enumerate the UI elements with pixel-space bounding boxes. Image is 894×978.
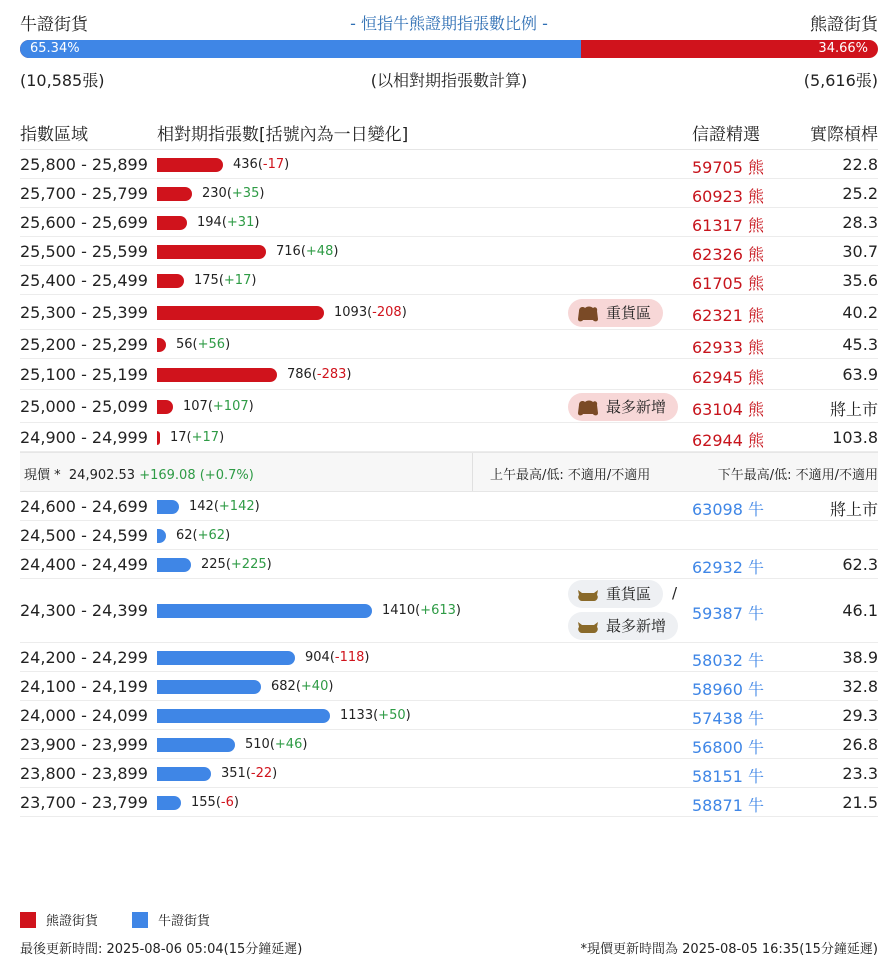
table-row [20,179,878,208]
table-row [20,730,878,759]
badge-label: 重貨區 [606,585,652,603]
paren-close: ) [364,650,370,665]
spot-price-bar [20,452,878,492]
table-row [20,208,878,237]
paren-open: ( [373,708,379,723]
daily-change: -6 [220,795,234,810]
daily-change: +17 [191,430,220,445]
warrant-code-link[interactable]: 60923 熊 [692,187,764,206]
count-value: 716 [276,244,301,259]
ratio-header [20,10,878,34]
paren-open: ( [213,499,219,514]
index-range: 24,000 - 24,099 [20,706,148,725]
spot-label: 現價 * [24,468,61,483]
daily-change: +50 [378,708,406,723]
paren-close: ) [405,708,411,723]
count-value: 786 [287,367,312,382]
warrant-code-link[interactable]: 61705 熊 [692,274,764,293]
bull-contracts-bar [157,680,261,694]
paren-open: ( [186,430,192,445]
bull-percent: 65.34% [30,41,80,56]
daily-change: -208 [372,305,402,320]
index-range: 25,400 - 25,499 [20,271,148,290]
warrant-code-link[interactable]: 56800 牛 [692,738,764,757]
paren-close: ) [284,157,290,172]
index-range: 24,300 - 24,399 [20,601,148,620]
actual-leverage: 將上市 [829,400,878,419]
bull-contracts-bar [157,529,166,543]
count-value: 510 [245,737,270,752]
bull-icon [576,585,600,603]
contracts-count [382,603,461,618]
contracts-count [201,557,272,572]
count-value: 142 [189,499,214,514]
paren-open: ( [192,337,198,352]
actual-leverage: 46.1 [842,601,878,620]
col-pick: 信證精選 [692,125,760,145]
actual-leverage: 103.8 [832,428,878,447]
count-value: 62 [176,528,193,543]
count-value: 436 [233,157,258,172]
warrant-code-link[interactable]: 59705 熊 [692,158,764,177]
bull-contracts-bar [157,651,295,665]
paren-close: ) [259,186,265,201]
legend-bull-label: 牛證街貨 [158,914,211,929]
bear-icon [576,398,600,416]
table-row [20,788,878,817]
bull-ratio-fill [20,40,581,58]
bear-outstanding-label: 熊證街貨 [810,15,878,35]
paren-open: ( [215,795,221,810]
contracts-count [197,215,259,230]
paren-close: ) [254,499,260,514]
legend-bear [20,910,98,929]
index-range: 24,900 - 24,999 [20,428,148,447]
contracts-count [202,186,264,201]
actual-leverage: 38.9 [842,648,878,667]
contracts-count [176,337,230,352]
bear-contracts-bar [157,187,192,201]
count-value: 17 [170,430,187,445]
table-row [20,359,878,390]
contracts-count [221,766,277,781]
daily-change: +46 [274,737,303,752]
actual-leverage: 22.8 [842,155,878,174]
spot-price [24,464,254,483]
table-row [20,701,878,730]
bull-bear-ratio-bar [20,40,878,58]
actual-leverage: 63.9 [842,365,878,384]
index-range: 23,900 - 23,999 [20,735,148,754]
daily-change: -17 [262,157,285,172]
bear-contracts-bar [157,306,324,320]
legend-bear-label: 熊證街貨 [46,914,99,929]
legend-bear-swatch [20,912,36,928]
contracts-count [287,367,352,382]
contracts-count [271,679,333,694]
contracts-count [340,708,411,723]
legend-bull-swatch [132,912,148,928]
paren-open: ( [218,273,224,288]
index-range: 23,800 - 23,899 [20,764,148,783]
spot-value: 24,902.53 [68,468,136,483]
index-range: 23,700 - 23,799 [20,793,148,812]
bear-contracts-bar [157,400,173,414]
actual-leverage: 32.8 [842,677,878,696]
daily-change: +31 [226,215,255,230]
daily-change: +48 [305,244,334,259]
warrant-code-link[interactable]: 61317 熊 [692,216,764,235]
count-value: 351 [221,766,246,781]
contracts-count [170,430,224,445]
bear-contracts-bar [157,245,266,259]
table-row [20,579,878,643]
paren-close: ) [254,215,260,230]
index-range: 24,200 - 24,299 [20,648,148,667]
table-row [20,643,878,672]
actual-leverage: 40.2 [842,303,878,322]
index-range: 24,600 - 24,699 [20,497,148,516]
index-range: 25,100 - 25,199 [20,365,148,384]
paren-close: ) [333,244,339,259]
actual-leverage: 30.7 [842,242,878,261]
badge-label: 最多新增 [606,398,667,416]
contracts-count [194,273,256,288]
index-range: 24,400 - 24,499 [20,555,148,574]
bull-count: (10,585張) [20,71,105,90]
table-row [20,423,878,452]
am-high-low: 上午最高/低: 不適用/不適用 [490,468,651,483]
warrant-code-link[interactable]: 57438 牛 [692,709,764,728]
bear-contracts-bar [157,216,187,230]
warrant-code-link[interactable]: 63104 熊 [692,400,764,419]
index-range: 25,300 - 25,399 [20,303,148,322]
actual-leverage: 29.3 [842,706,878,725]
paren-open: ( [226,186,232,201]
daily-change: +17 [223,273,252,288]
table-row [20,330,878,359]
daily-change: -118 [334,650,365,665]
contracts-count [183,399,254,414]
count-value: 1133 [340,708,374,723]
bear-contracts-bar [157,158,223,172]
contracts-count [191,795,239,810]
warrant-code-link[interactable]: 62932 牛 [692,558,764,577]
paren-close: ) [328,679,334,694]
table-row [20,492,878,521]
paren-open: ( [221,215,227,230]
index-range: 24,100 - 24,199 [20,677,148,696]
count-value: 904 [305,650,330,665]
daily-change: +40 [300,679,329,694]
bull-contracts-bar [157,767,211,781]
spot-change: +169.08 (+0.7%) [139,468,254,483]
table-row [20,672,878,701]
count-value: 107 [183,399,208,414]
paren-close: ) [219,430,225,445]
badge-separator: / [672,584,678,602]
paren-open: ( [311,367,317,382]
table-header [20,116,878,150]
daily-change: -283 [316,367,347,382]
actual-leverage: 45.3 [842,335,878,354]
contracts-count [233,157,289,172]
actual-leverage: 28.3 [842,213,878,232]
contracts-count [245,737,307,752]
table-row [20,550,878,579]
warrant-code-link[interactable]: 58871 牛 [692,796,764,815]
contracts-count [305,650,370,665]
paren-close: ) [346,367,352,382]
daily-change: +613 [420,603,456,618]
index-range: 25,800 - 25,899 [20,155,148,174]
count-value: 56 [176,337,193,352]
warrant-code-link[interactable]: 62944 熊 [692,431,764,450]
page-title: - 恒指牛熊證期指張數比例 - [350,14,548,33]
actual-leverage: 21.5 [842,793,878,812]
col-range: 指數區域 [20,125,88,145]
daily-change: -22 [250,766,273,781]
count-value: 155 [191,795,216,810]
paren-open: ( [257,157,263,172]
count-value: 175 [194,273,219,288]
table-row [20,390,878,423]
warrant-code-link[interactable]: 62326 熊 [692,245,764,264]
count-value: 682 [271,679,296,694]
badge-label: 最多新增 [606,617,667,635]
bear-contracts-bar [157,368,277,382]
bear-contracts-bar [157,274,184,288]
table-row [20,266,878,295]
paren-close: ) [455,603,461,618]
table-row [20,237,878,266]
contracts-count [176,528,230,543]
warrant-code-link[interactable]: 59387 牛 [692,604,764,623]
bear-contracts-bar [157,431,160,445]
actual-leverage: 35.6 [842,271,878,290]
actual-leverage: 將上市 [829,500,878,519]
count-value: 1093 [334,305,368,320]
paren-open: ( [245,766,251,781]
contract-counts [20,68,878,92]
table-row [20,295,878,330]
table-row [20,759,878,788]
badge-heavy [568,580,663,608]
bull-contracts-bar [157,500,179,514]
paren-open: ( [295,679,301,694]
paren-close: ) [266,557,272,572]
count-value: 194 [197,215,222,230]
bull-contracts-bar [157,709,330,723]
bull-outstanding-label: 牛證街貨 [20,15,88,35]
warrant-code-link[interactable]: 63098 牛 [692,500,764,519]
paren-open: ( [329,650,335,665]
badge [568,393,678,421]
daily-change: +142 [218,499,255,514]
paren-open: ( [367,305,373,320]
table-row [20,521,878,550]
daily-change: +56 [197,337,226,352]
table-row [20,150,878,179]
count-value: 230 [202,186,227,201]
badge-most-new [568,612,678,640]
daily-change: +35 [231,186,260,201]
paren-close: ) [302,737,308,752]
badge-label: 重貨區 [606,304,652,322]
contracts-count [189,499,260,514]
col-contracts: 相對期指張數[括號內為一日變化] [157,125,409,145]
paren-open: ( [207,399,213,414]
badge [568,299,663,327]
bull-contracts-bar [157,558,191,572]
legend-bull [132,910,210,929]
contracts-count [276,244,338,259]
warrant-code-link[interactable]: 62933 熊 [692,338,764,357]
paren-close: ) [225,337,231,352]
index-range: 25,700 - 25,799 [20,184,148,203]
paren-open: ( [225,557,231,572]
count-value: 225 [201,557,226,572]
pm-high-low: 下午最高/低: 不適用/不適用 [717,468,878,483]
spot-divider [472,453,473,491]
last-updated: 最後更新時間: 2025-08-06 05:04(15分鐘延遲) [20,942,303,957]
index-range: 24,500 - 24,599 [20,526,148,545]
warrant-code-link[interactable]: 58032 牛 [692,651,764,670]
paren-close: ) [401,305,407,320]
col-leverage: 實際槓桿 [810,125,878,145]
bear-icon [576,304,600,322]
paren-close: ) [233,795,239,810]
count-value: 1410 [382,603,416,618]
actual-leverage: 23.3 [842,764,878,783]
warrant-code-link[interactable]: 62321 熊 [692,306,764,325]
actual-leverage: 62.3 [842,555,878,574]
index-range: 25,500 - 25,599 [20,242,148,261]
bull-contracts-bar [157,604,372,618]
bear-percent: 34.66% [818,41,868,56]
warrant-code-link[interactable]: 58151 牛 [692,767,764,786]
legend [20,910,244,929]
bear-count: (5,616張) [803,71,878,90]
paren-open: ( [269,737,275,752]
index-range: 25,000 - 25,099 [20,397,148,416]
paren-close: ) [272,766,278,781]
bull-contracts-bar [157,796,181,810]
actual-leverage: 26.8 [842,735,878,754]
bull-icon [576,617,600,635]
paren-open: ( [415,603,421,618]
paren-open: ( [300,244,306,259]
paren-close: ) [225,528,231,543]
warrant-code-link[interactable]: 58960 牛 [692,680,764,699]
paren-close: ) [248,399,254,414]
spot-updated: *現價更新時間為 2025-08-05 16:35(15分鐘延遲) [580,942,878,957]
paren-close: ) [251,273,257,288]
bear-contracts-bar [157,338,166,352]
warrant-code-link[interactable]: 62945 熊 [692,368,764,387]
daily-change: +107 [212,399,249,414]
contracts-count [334,305,407,320]
index-range: 25,200 - 25,299 [20,335,148,354]
daily-change: +225 [230,557,267,572]
bull-contracts-bar [157,738,235,752]
count-basis: (以相對期指張數計算) [370,71,528,90]
daily-change: +62 [197,528,226,543]
index-range: 25,600 - 25,699 [20,213,148,232]
paren-open: ( [192,528,198,543]
actual-leverage: 25.2 [842,184,878,203]
